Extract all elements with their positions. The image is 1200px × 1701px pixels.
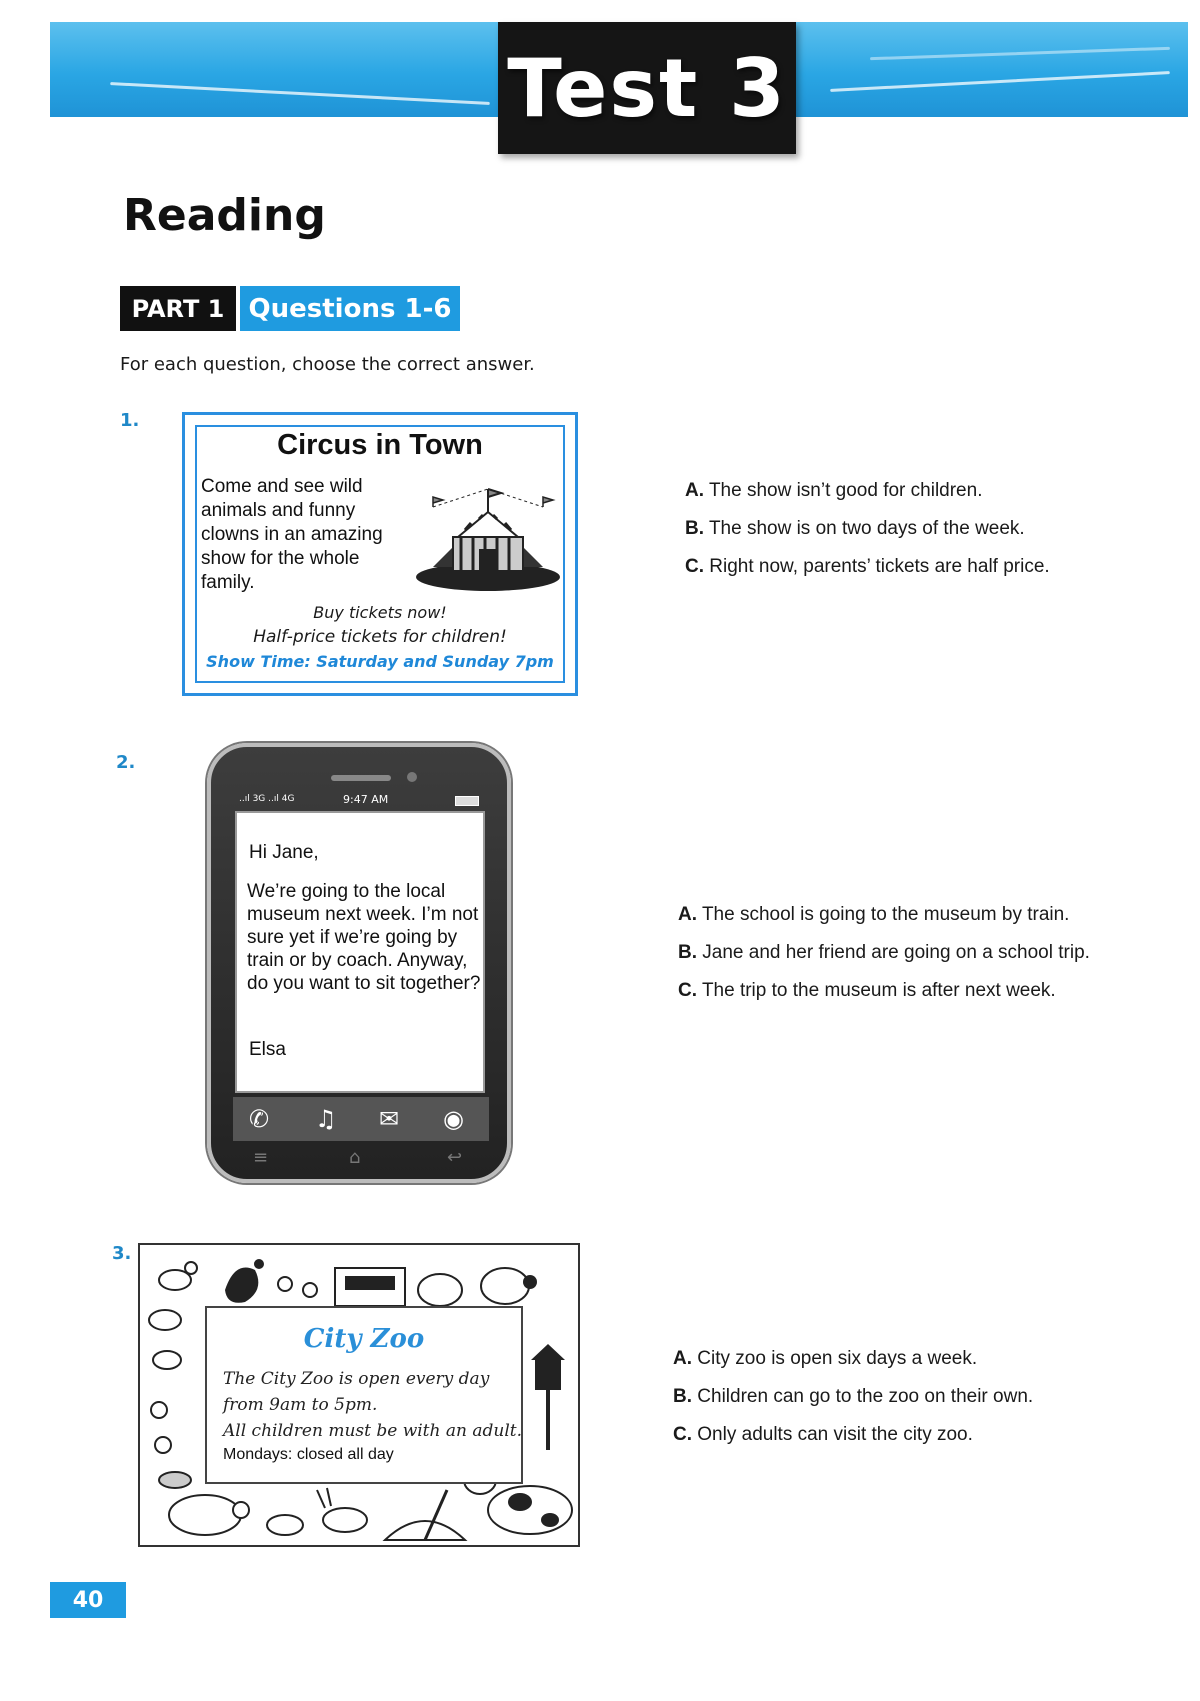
option-letter: B. [678, 942, 697, 963]
zoo-notice-panel [205, 1306, 523, 1484]
notice-body [223, 1366, 523, 1444]
menu-icon: ≡ [253, 1147, 269, 1168]
city-zoo-notice [135, 1240, 583, 1550]
option-a[interactable] [673, 1340, 1033, 1378]
option-text: Right now, parents’ tickets are half price. [709, 556, 1050, 577]
option-letter: C. [678, 980, 697, 1001]
option-a[interactable] [685, 472, 1050, 510]
option-text: The show is on two days of the week. [708, 518, 1025, 539]
back-icon: ↩ [447, 1147, 463, 1168]
option-text: The school is going to the museum by train. [701, 904, 1070, 925]
band-streak [870, 47, 1170, 60]
option-letter: A. [673, 1348, 692, 1369]
option-c[interactable] [678, 972, 1090, 1010]
option-text: The show isn’t good for children. [708, 480, 983, 501]
option-letter: A. [678, 904, 697, 925]
circus-tent-icon [413, 477, 563, 597]
option-text: Children can go to the zoo on their own. [697, 1386, 1034, 1407]
phone-speaker [331, 775, 391, 781]
part-label: PART 1 [120, 286, 236, 331]
notice-line: All children must be with an adult. [223, 1421, 522, 1441]
option-letter: C. [673, 1424, 692, 1445]
option-letter: B. [673, 1386, 692, 1407]
notice-buy-text: Buy tickets now! [313, 603, 447, 622]
notice-closed-day: Mondays: closed all day [223, 1446, 394, 1463]
option-c[interactable] [685, 548, 1050, 586]
phone-dock [233, 1097, 489, 1141]
test-title: Test 3 [507, 41, 787, 135]
globe-icon: ◉ [443, 1105, 464, 1133]
option-b[interactable] [685, 510, 1050, 548]
questions-range-label: Questions 1-6 [240, 286, 460, 331]
band-streak [830, 71, 1170, 92]
option-a[interactable] [678, 896, 1090, 934]
test-title-box [498, 22, 796, 154]
question-number: 1. [120, 410, 140, 431]
option-c[interactable] [673, 1416, 1033, 1454]
notice-title: Circus in Town [277, 429, 483, 461]
option-letter: B. [685, 518, 704, 539]
notice-line: from 9am to 5pm. [223, 1395, 378, 1415]
option-b[interactable] [673, 1378, 1033, 1416]
option-text: The trip to the museum is after next week. [701, 980, 1056, 1001]
phone-icon: ✆ [249, 1105, 270, 1133]
option-b[interactable] [678, 934, 1090, 972]
message-signature: Elsa [249, 1039, 286, 1060]
message-body: We’re going to the local museum next week. I’m not sure yet if we’re going by train or by coach. Anyway, do you want to sit together? [247, 881, 481, 994]
battery-icon [455, 796, 479, 806]
phone-message-image [207, 743, 511, 1183]
notice-half-price-text: Half-price tickets for children! [253, 627, 507, 647]
phone-status-bar [233, 793, 487, 809]
notice-line: The City Zoo is open every day [223, 1369, 490, 1389]
q1-options [685, 472, 1050, 586]
circus-notice [182, 412, 578, 696]
q2-options [678, 896, 1090, 1010]
status-time: 9:47 AM [343, 793, 389, 806]
option-letter: A. [685, 480, 704, 501]
signal-indicator: ..ıl 3G ..ıl 4G [239, 794, 295, 804]
notice-show-time: Show Time: Saturday and Sunday 7pm [206, 652, 554, 671]
question-number: 3. [112, 1243, 132, 1264]
option-text: Jane and her friend are going on a school trip. [702, 942, 1090, 963]
music-note-icon: ♫ [315, 1105, 337, 1133]
option-text: Only adults can visit the city zoo. [697, 1424, 973, 1445]
option-text: City zoo is open six days a week. [697, 1348, 978, 1369]
band-streak [110, 82, 490, 105]
mail-icon: ✉ [379, 1105, 400, 1133]
notice-body: Come and see wild animals and funny clowns in an amazing show for the whole family. [201, 476, 383, 593]
instruction-text: For each question, choose the correct answer. [120, 354, 535, 375]
message-greeting: Hi Jane, [249, 842, 319, 863]
section-title: Reading [123, 190, 326, 241]
notice-title: City Zoo [303, 1324, 425, 1354]
phone-camera [407, 772, 417, 782]
q3-options [673, 1340, 1033, 1454]
phone-screen [235, 811, 485, 1093]
home-icon: ⌂ [349, 1147, 361, 1168]
phone-nav-bar [233, 1147, 489, 1173]
option-letter: C. [685, 556, 704, 577]
page-number: 40 [50, 1582, 126, 1618]
question-number: 2. [116, 752, 136, 773]
